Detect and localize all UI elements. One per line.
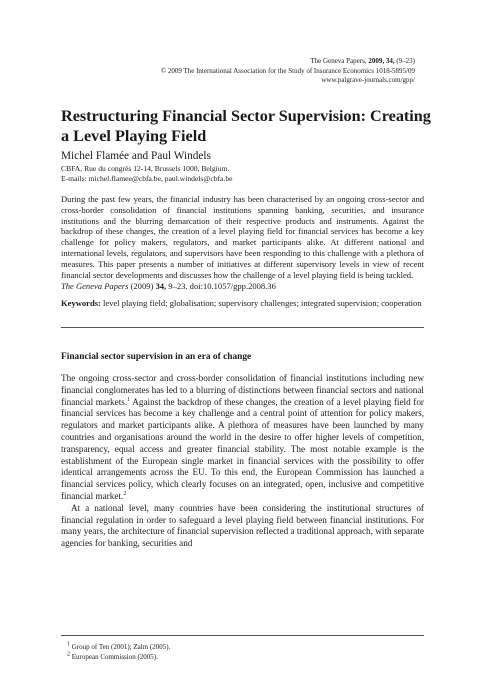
- body-paragraph-2: At a national level, many countries have been considering the institutional structures of financial regulation in order to safeguard a level playing field between financial institutions. For many years, the architecture of financial supervision reflected a traditional approach, with separate agencies for banking, securities and: [61, 502, 424, 549]
- article-title: Restructuring Financial Sector Supervision: Creating a Level Playing Field: [61, 107, 431, 145]
- citation-journal: The Geneva Papers: [61, 281, 129, 291]
- keywords-label: Keywords:: [61, 298, 101, 308]
- citation: [61, 281, 276, 292]
- footnote-divider: [61, 635, 424, 636]
- footnotes: [61, 643, 170, 662]
- author-emails: E-mails: michel.flamee@cbfa.be, paul.windels@cbfa.be: [61, 174, 233, 183]
- body-text: [61, 373, 424, 550]
- copyright-line: © 2009 The International Association for the Study of Insurance Economics 1018-5895/09: [160, 66, 415, 75]
- footnote-ref-1[interactable]: 1: [127, 396, 131, 403]
- section-divider: [61, 327, 424, 328]
- journal-header-line-1: The Geneva Papers, 2009, 34, (9–23): [310, 57, 415, 65]
- body-paragraph-1: The ongoing cross-sector and cross-border consolidation of financial institutions including new financial conglomerates has led to a blurring of distinctions between financial sectors and national financial markets.$^1$ Against the backdrop of these changes, the creation of a level playing field for financial services has become a key challenge and a central point of attention for policy makers, regulators and market participants alike. A plethora of measures have been launched by many countries and organisations around the world in the desire to offer higher levels of competition, transparency, equal access and greater financial stability. The most notable example is the establishment of the European single market in financial services with the possibility to offer identical arrangements across the EU. To this end, the European Commission has launched a financial services policy, which clearly focuses on an integrated, open, inclusive and competitive financial market.$^2$: [61, 373, 424, 501]
- footnote-1: $^1$ Group of Ten (2001); Zalm (2005).: [67, 641, 171, 651]
- affiliation: CBFA, Rue du congrès 12-14, Brussels 1000, Belgium.: [61, 164, 230, 173]
- section-heading: Financial sector supervision in an era of change: [61, 352, 252, 362]
- citation-year: (2009): [128, 281, 156, 291]
- abstract: During the past few years, the financial industry has been characterised by an ongoing cross-sector and cross-border consolidation of financial institutions spanning banking, securities, and insurance institutions and the blurring demarcation of their respective products and instruments. Against the backdrop of these changes, the creation of a level playing field for financial services has become a key challenge for policy makers, regulators, and market participants alike. At different national and international levels, regulators, and supervisors have been responding to this challenge with a plethora of measures. This paper presents a number of initiatives at different supervisory levels in view of recent financial sector developments and discusses how the challenge of a level playing field is being tackled.: [61, 194, 424, 280]
- footnote-2: $^2$ European Commission (2005).: [67, 651, 158, 661]
- footnote-ref-2[interactable]: 2: [123, 490, 127, 497]
- journal-url: www.palgrave-journals.com/gpp/: [321, 76, 415, 84]
- citation-volume: 34,: [155, 281, 167, 291]
- keywords-text: level playing field; globalisation; supervisory challenges; integrated supervision; cooperation: [100, 298, 422, 308]
- journal-header: [161, 57, 415, 86]
- citation-pages-doi: 9–23. doi:10.1057/gpp.2008.36: [166, 281, 276, 291]
- keywords: [61, 298, 424, 309]
- authors: Michel Flamée and Paul Windels: [61, 150, 211, 162]
